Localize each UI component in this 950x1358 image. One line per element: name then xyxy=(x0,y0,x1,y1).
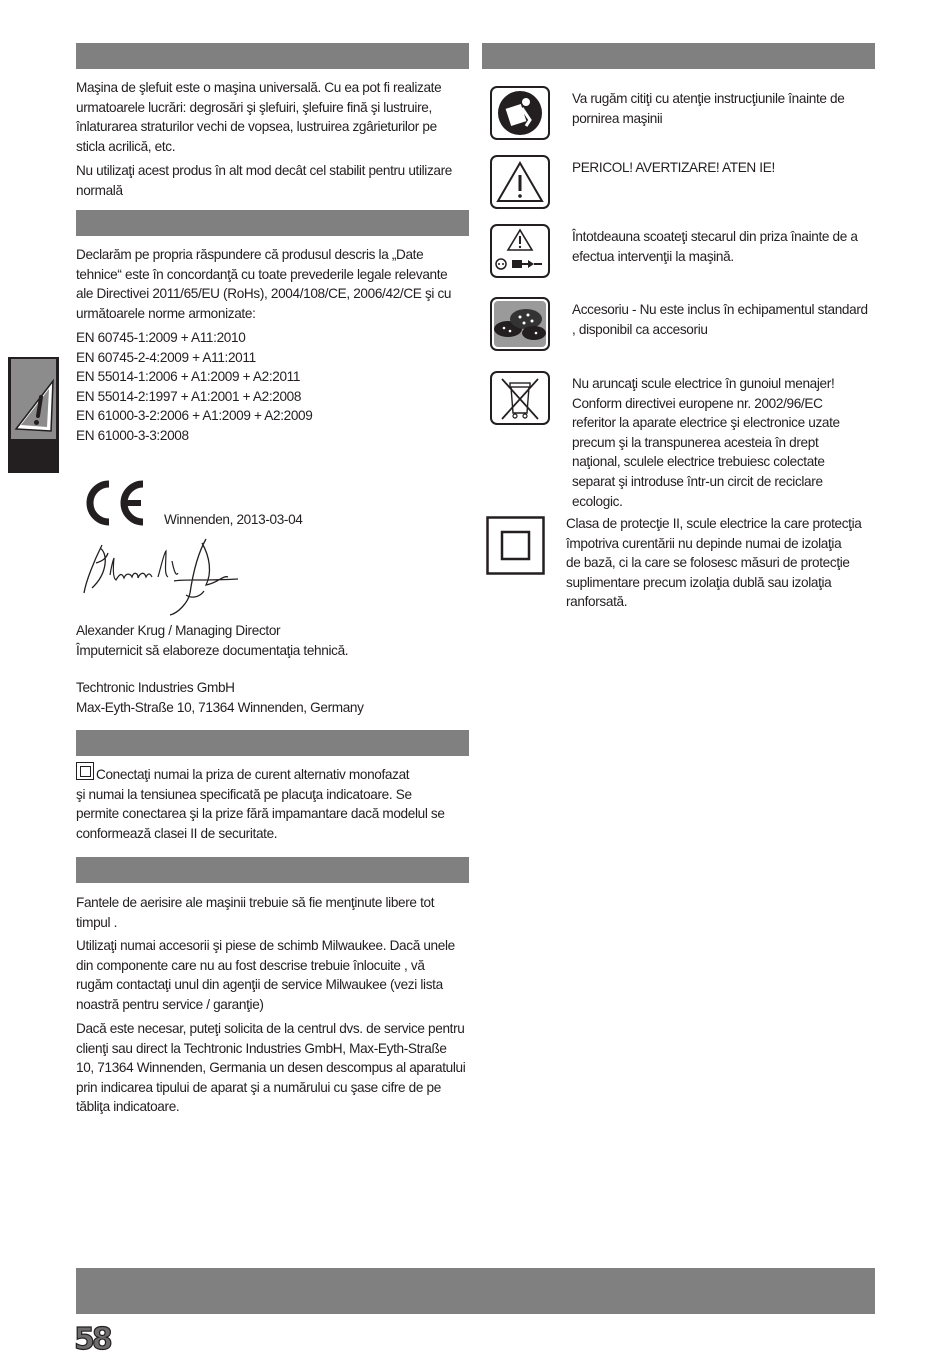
intro-paragraph-2: Nu utilizaţi acest produs în alt mod decât cel stabilit pentru utilizare normală xyxy=(76,163,453,198)
intro-paragraph-1: Maşina de şlefuit este o maşina universală. Cu ea pot fi realizate urmatoarele lucrări: degrosări şi şlefuiri, şlefuire fină şi lustruire, înlaturarea straturilor vechi de vopsea, lustruirea zgârieturilor pe sticla acrilică, etc. xyxy=(76,80,442,154)
norm-item: EN 60745-1:2009 + A11:2010 xyxy=(76,330,246,345)
section-bar-symbols xyxy=(482,43,875,69)
declaration-paragraph: Declarăm pe propria răspundere că produsul descris la „Date tehnice“ este în concordanţă cu toate prevederile legale relevante ale Directivei 2011/65/EU (RoHs), 2004/108/CE, 2006/42/CE şi cu următoarele norme armonizate: xyxy=(76,247,452,321)
norms-list xyxy=(76,328,471,446)
norm-item: EN 61000-3-2:2006 + A1:2009 + A2:2009 xyxy=(76,408,313,424)
unplug-warning-icon xyxy=(490,224,550,284)
symbol-text-read-manual: Va rugăm citiţi cu atenţie instrucţiunile înainte de pornirea maşinii xyxy=(572,91,845,126)
symbol-text-crossed-bin: Nu aruncaţi scule electrice în gunoiul menajer! Conform directivei europene nr. 2002/96/EC referitor la aparate electrice şi electronice uzate precum şi la transpunerea acesteia în drept naţional, sculele electrice trebuiesc colectate separat şi introduse într-un circit de reciclare ecologic. xyxy=(572,376,840,509)
accessory-sanding-pads-icon xyxy=(490,297,550,357)
section-bar-mains-connection xyxy=(76,730,469,756)
company-address: Techtronic Industries GmbH Max-Eyth-Straße 10, 71364 Winnenden, Germany xyxy=(76,680,364,715)
signatory: Alexander Krug / Managing Director Împuternicit să elaboreze documentaţia tehnică. xyxy=(76,623,349,658)
read-manual-icon xyxy=(490,86,550,146)
symbol-text-warning: PERICOL! AVERTIZARE! ATEN IE! xyxy=(572,160,775,175)
place-date: Winnenden, 2013-03-04 xyxy=(164,512,303,527)
maintenance-paragraph-3: Dacă este necesar, puteţi solicita de la centrul dvs. de service pentru clienţi sau direct la Techtronic Industries GmbH, Max-Eyth-Straße 10, 71364 Winnenden, Germania un desen descompus al aparatului prin indicarea tipului de aparat şi a numărului cu şase cifre de pe tăbliţa indicatoare. xyxy=(76,1021,466,1115)
maintenance-paragraph-2: Utilizaţi numai accesorii şi piese de schimb Milwaukee. Dacă unele din componente care nu au fost descrise trebuie înlocuite , vă rugăm contactaţi unul din agenţii de service Milwaukee (vezi lista noastră pentru service / garanţie) xyxy=(76,938,455,1012)
maintenance-paragraph-1: Fantele de aerisire ale maşinii trebuie să fie menţinute libere tot timpul . xyxy=(76,895,435,930)
symbol-text-accessory: Accesoriu - Nu este inclus în echipamentul standard , disponibil ca accesoriu xyxy=(572,302,868,337)
protection-class-ii-icon xyxy=(486,516,545,581)
ce-mark xyxy=(80,480,150,528)
side-warning-tab xyxy=(8,357,59,473)
section-bar-intended-use xyxy=(76,43,469,69)
section-bar-ce-declaration xyxy=(76,210,469,236)
mains-paragraph: Conectaţi numai la priza de curent alternativ monofazat şi numai la tensiunea specificată pe placuţa indicatoare. Se permite conectarea şi la prize fără impamantare dacă modelul se conformează clasei II de securitate. xyxy=(76,767,445,841)
ce-mark-icon xyxy=(80,480,146,526)
signature xyxy=(78,533,243,618)
footer-bar xyxy=(76,1268,875,1314)
symbol-text-unplug: Întotdeauna scoateţi stecarul din priza înainte de a efectua intervenţii la maşină. xyxy=(572,229,858,264)
section-bar-maintenance xyxy=(76,857,469,883)
norm-item: EN 60745-2-4:2009 + A11:2011 xyxy=(76,349,256,365)
exclamation-triangle-icon xyxy=(11,359,56,439)
signature-image xyxy=(78,533,243,618)
warning-triangle-icon xyxy=(490,155,550,215)
norm-item: EN 55014-2:1997 + A1:2001 + A2:2008 xyxy=(76,388,302,404)
crossed-bin-icon xyxy=(490,371,550,431)
symbol-text-class-ii: Clasa de protecţie II, scule electrice la care protecţia împotriva curentării nu depinde numai de izolaţia de bază, ci la care se folosesc măsuri de protecţie suplimentare precum izolaţia dublă sau izolaţia ranforsată. xyxy=(566,516,862,610)
norm-item: EN 61000-3-3:2008 xyxy=(76,427,189,443)
norm-item: EN 55014-1:2006 + A1:2009 + A2:2011 xyxy=(76,369,301,385)
page-number: 58 xyxy=(74,1322,110,1357)
